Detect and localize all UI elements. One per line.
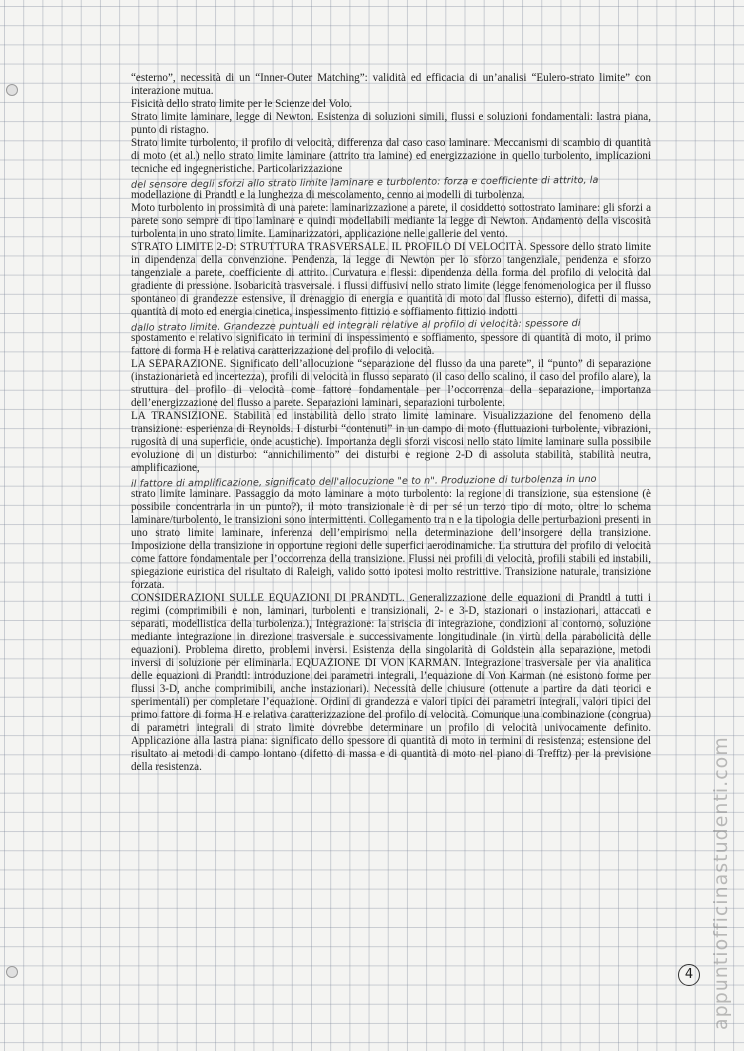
- paragraph: Strato limite turbolento, il profilo di velocità, differenza dal caso caso laminare. Meccanismi di scambio di quantità di moto (et al.) nello strato limite laminare (attrito tra lamine) ed energizzazione in quello turbolento, implicazioni tecniche ed ingegneristiche. Particolarizzazione: [131, 137, 651, 175]
- paragraph: Fisicità dello strato limite per le Scienze del Volo.: [131, 98, 353, 110]
- page-text: [131, 72, 651, 774]
- binder-hole-bottom: [6, 966, 18, 978]
- paragraph: LA SEPARAZIONE. Significato dell’allocuzione “separazione del flusso da una parete”, il “punto” di separazione (instazionarietà ed incertezza), profili di velocità in flusso separato (il caso dello scalino, il caso del profilo alare), la struttura del profilo di velocità come fattore fondamentale per l’occorrenza della separazione, importanza dell’energizzazione del flusso a parete. Separazioni laminari, separazioni turbolente.: [131, 358, 651, 409]
- handwritten-note: del sensore degli sforzi allo strato limite laminare e turbolento: forza e coefficiente di attrito, la: [130, 174, 599, 191]
- paragraph: spostamento e relativo significato in termini di inspessimento e soffiamento, spessore di quantità di moto, il primo fattore di forma H e relativa caratterizzazione del profilo di velocità.: [131, 332, 651, 357]
- watermark: appuntiofficinastudenti.com: [710, 736, 732, 1030]
- paragraph: CONSIDERAZIONI SULLE EQUAZIONI DI PRANDTL. Generalizzazione delle equazioni di Prandtl a tutti i regimi (comprimibili e non, laminari, turbolenti e transizionali, 2- e 3-D, stazionari o instazionari, attaccati e separati, modellistica della turbolenza.), Integrazione: la striscia di integrazione, condizioni al contorno, soluzione mediante integrazione in direzione trasversale e successivamente longitudinale (in virtù della parabolicità delle equazioni). Problema diretto, problemi inversi. Esistenza della singolarità di Goldstein alla separazione, metodi inversi di soluzione per eliminarla. EQUAZIONE DI VON KARMAN. Integrazione trasversale per via analitica delle equazioni di Prandtl: introduzione dei parametri integrali, l’equazione di Von Karman (ne esistono forme per flussi 3-D, anche comprimibili, anche instazionari). Necessità delle chiusure (ottenute a partire da dati teorici e sperimentali) per completare l’equazione. Ordini di grandezza e valori tipici dei parametri integrali, valori tipici del primo fattore di forma H e relativa caratterizzazione del profilo di velocità. Comunque una combinazione (congrua) di parametri integrali di strato limite dovrebbe determinare un profilo di velocità univocamente definito. Applicazione alla lastra piana: significato dello spessore di quantità di moto in termini di resistenza; estensione del risultato ai metodi di campo lontano (difetto di massa e di quantità di moto nel piano di Trefftz) per la previsione della resistenza.: [131, 592, 651, 773]
- page-number: 4: [678, 964, 700, 986]
- handwritten-note: dallo strato limite. Grandezze puntuali ed integrali relative al profilo di velocità: spessore di: [130, 318, 581, 334]
- paragraph: “esterno”, necessità di un “Inner-Outer Matching”: validità ed efficacia di un’analisi “Eulero-strato limite” con interazione mutua.: [131, 72, 651, 97]
- paragraph: STRATO LIMITE 2-D: STRUTTURA TRASVERSALE. IL PROFILO DI VELOCITÀ. Spessore dello strato limite in dipendenza della convenzione. Pendenza, la legge di Newton per lo sforzo tangenziale, pendenza e sforzo tangenziale a parete, coefficiente di attrito. Curvatura e flessi: dipendenza della forma del profilo di velocità dal gradiente di pressione. Isobaricità trasversale. i flussi diffusivi nello strato limite (legge fenomenologica per il flusso spontaneo di grandezze estensive, il drenaggio di energia e quantità di moto dal flusso esterno), difetti di massa, quantità di moto ed energia cinetica, inspessimento fittizio e soffiamento fittizio indotti: [131, 241, 651, 318]
- paragraph: LA TRANSIZIONE. Stabilità ed instabilità dello strato limite laminare. Visualizzazione del fenomeno della transizione: esperienza di Reynolds. I disturbi “contenuti” in un campo di moto (fluttuazioni turbolente, vibrazioni, rugosità di una superficie, onde acustiche). Importanza degli sforzi viscosi nello stato limite laminare sulla possibile evoluzione di un disturbo: “annichilimento” dei disturbi e regione 2-D di assoluta stabilità, stabilità neutra, amplificazione,: [131, 410, 651, 474]
- paragraph: Strato limite laminare, legge di Newton. Esistenza di soluzioni simili, flussi e soluzioni fondamentali: lastra piana, punto di ristagno.: [131, 111, 651, 136]
- paragraph: Moto turbolento in prossimità di una parete: laminarizzazione a parete, il cosiddetto sottostrato laminare: gli sforzi a parete sono sempre di tipo laminare e quindi modellabili mediante la legge di Newton. Andamento della viscosità turbolenta in uno strato limite. Laminarizzatori, applicazione nelle gallerie del vento.: [131, 202, 651, 240]
- handwritten-note: il fattore di amplificazione, significato dell'allocuzione "e to n". Produzione di turbolenza in uno: [130, 473, 597, 490]
- binder-hole-top: [6, 84, 18, 96]
- paragraph: strato limite laminare. Passaggio da moto laminare a moto turbolento: la regione di transizione, sua estensione (è possibile concentrarla in un punto?), il moto transizionale è di per sé un terzo tipo di moto, oltre lo schema laminare/turbolento, le transizioni sono intermittenti. Collegamento tra n e la tipologia delle perturbazioni presenti in uno strato limite laminare, inferenza dell’empirismo nella determinazione dell’insorgere della transizione. Imposizione della transizione in opportune regioni delle superfici aerodinamiche. La struttura del profilo di velocità come fattore fondamentale per l’occorrenza della transizione. Flussi nei profili di velocità, profili stabili ed instabili, spiegazione euristica del risultato di Raleigh, valido sotto ipotesi molto restrittive. Transizione naturale, transizione forzata.: [131, 488, 651, 591]
- paragraph: modellazione di Prandtl e la lunghezza di mescolamento, cenno ai modelli di turbolenza.: [131, 189, 525, 201]
